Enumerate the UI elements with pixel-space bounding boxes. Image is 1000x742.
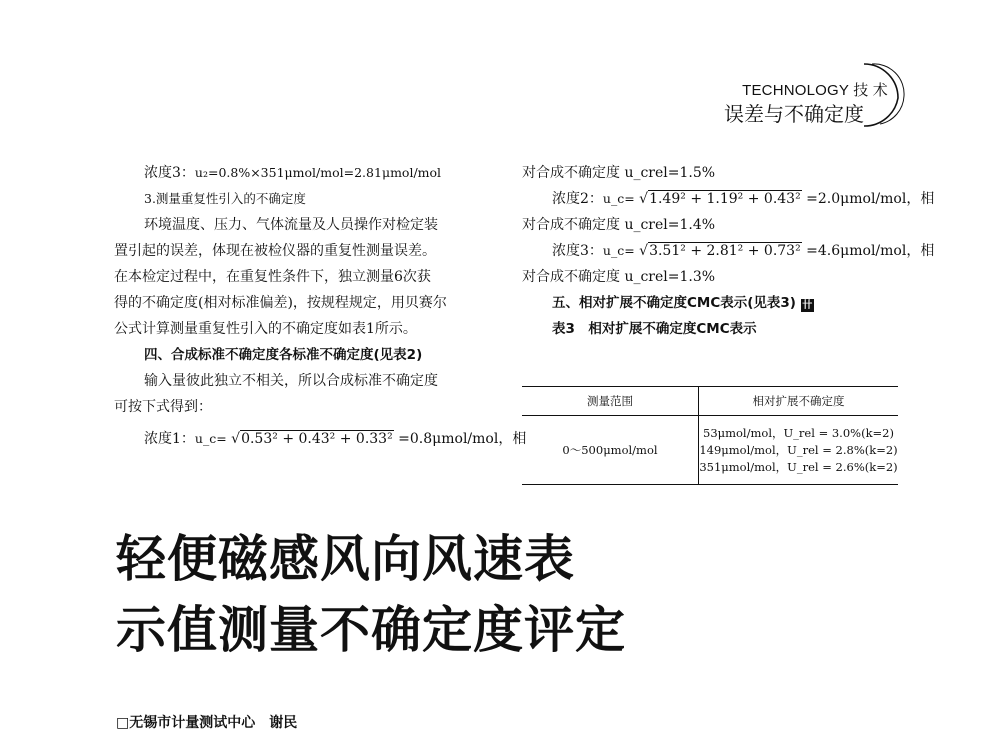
table-row (522, 416, 898, 484)
table3 (522, 386, 898, 485)
para-line-1: 环境温度、压力、气体流量及人员操作对检定装 (144, 217, 438, 233)
para2-line-1: 输入量彼此独立不相关，所以合成标准不确定度 (144, 373, 438, 389)
table-cell-values (699, 416, 898, 484)
table-header-range: 测量范围 (522, 387, 699, 415)
section4-heading: 四、合成标准不确定度各标准不确定度(见表2) (144, 347, 423, 363)
author-byline: □无锡市计量测试中心 谢民 (116, 715, 298, 731)
para2-line-2: 可按下式得到： (114, 399, 212, 415)
rel-uncertainty-3: 对合成不确定度 u_crel=1.3% (522, 269, 716, 285)
rel-uncertainty-2: 对合成不确定度 u_crel=1.4% (522, 217, 716, 233)
concentration1-formula: 浓度1：u_c= √0.53² + 0.43² + 0.33² =0.8μmol/mol，相 (144, 431, 527, 447)
header-section-title: 误差与不确定度 (724, 102, 864, 126)
left-column (114, 160, 527, 452)
section3-heading: 3.测量重复性引入的不确定度 (144, 191, 306, 206)
table-value-line: 351μmol/mol，U_rel = 2.6%(k=2) (699, 459, 898, 474)
para-line-2: 置引起的误差，体现在被检仪器的重复性测量误差。 (114, 243, 436, 259)
para-line-3: 在本检定过程中，在重复性条件下，独立测量6次获 (114, 269, 431, 285)
rel-uncertainty-1: 对合成不确定度 u_crel=1.5% (522, 165, 716, 181)
para-line-4: 得的不确定度(相对标准偏差)，按规程规定，用贝赛尔 (114, 295, 447, 311)
para-line-5: 公式计算测量重复性引入的不确定度如表1所示。 (114, 321, 417, 337)
concentration3-formula: 浓度3：u_c= √3.51² + 2.81² + 0.73² =4.6μmol/mol，相 (552, 243, 935, 259)
concentration3-line: 浓度3：u₂=0.8%×351μmol/mol=2.81μmol/mol (144, 165, 442, 181)
table-header-row (522, 387, 898, 416)
table-header-uncertainty: 相对扩展不确定度 (752, 393, 845, 408)
header-technology-label: TECHNOLOGY 技 术 (742, 82, 888, 99)
table-cell-range: 0～500μmol/mol (522, 416, 699, 484)
article-title-line-2: 示值测量不确定度评定 (116, 600, 626, 659)
right-column (522, 160, 935, 342)
calculator-icon: 卄 (802, 300, 813, 311)
article-title-line-1: 轻便磁感风向风速表 (116, 529, 575, 588)
table-value-line: 149μmol/mol，U_rel = 2.8%(k=2) (699, 442, 898, 457)
table-value-line: 53μmol/mol，U_rel = 3.0%(k=2) (703, 425, 894, 440)
table3-title: 表3 相对扩展不确定度CMC表示 (552, 321, 757, 337)
section5-heading: 五、相对扩展不确定度CMC表示(见表3) 卄 (552, 295, 813, 311)
concentration2-formula: 浓度2：u_c= √1.49² + 1.19² + 0.43² =2.0μmol/mol，相 (552, 191, 935, 207)
